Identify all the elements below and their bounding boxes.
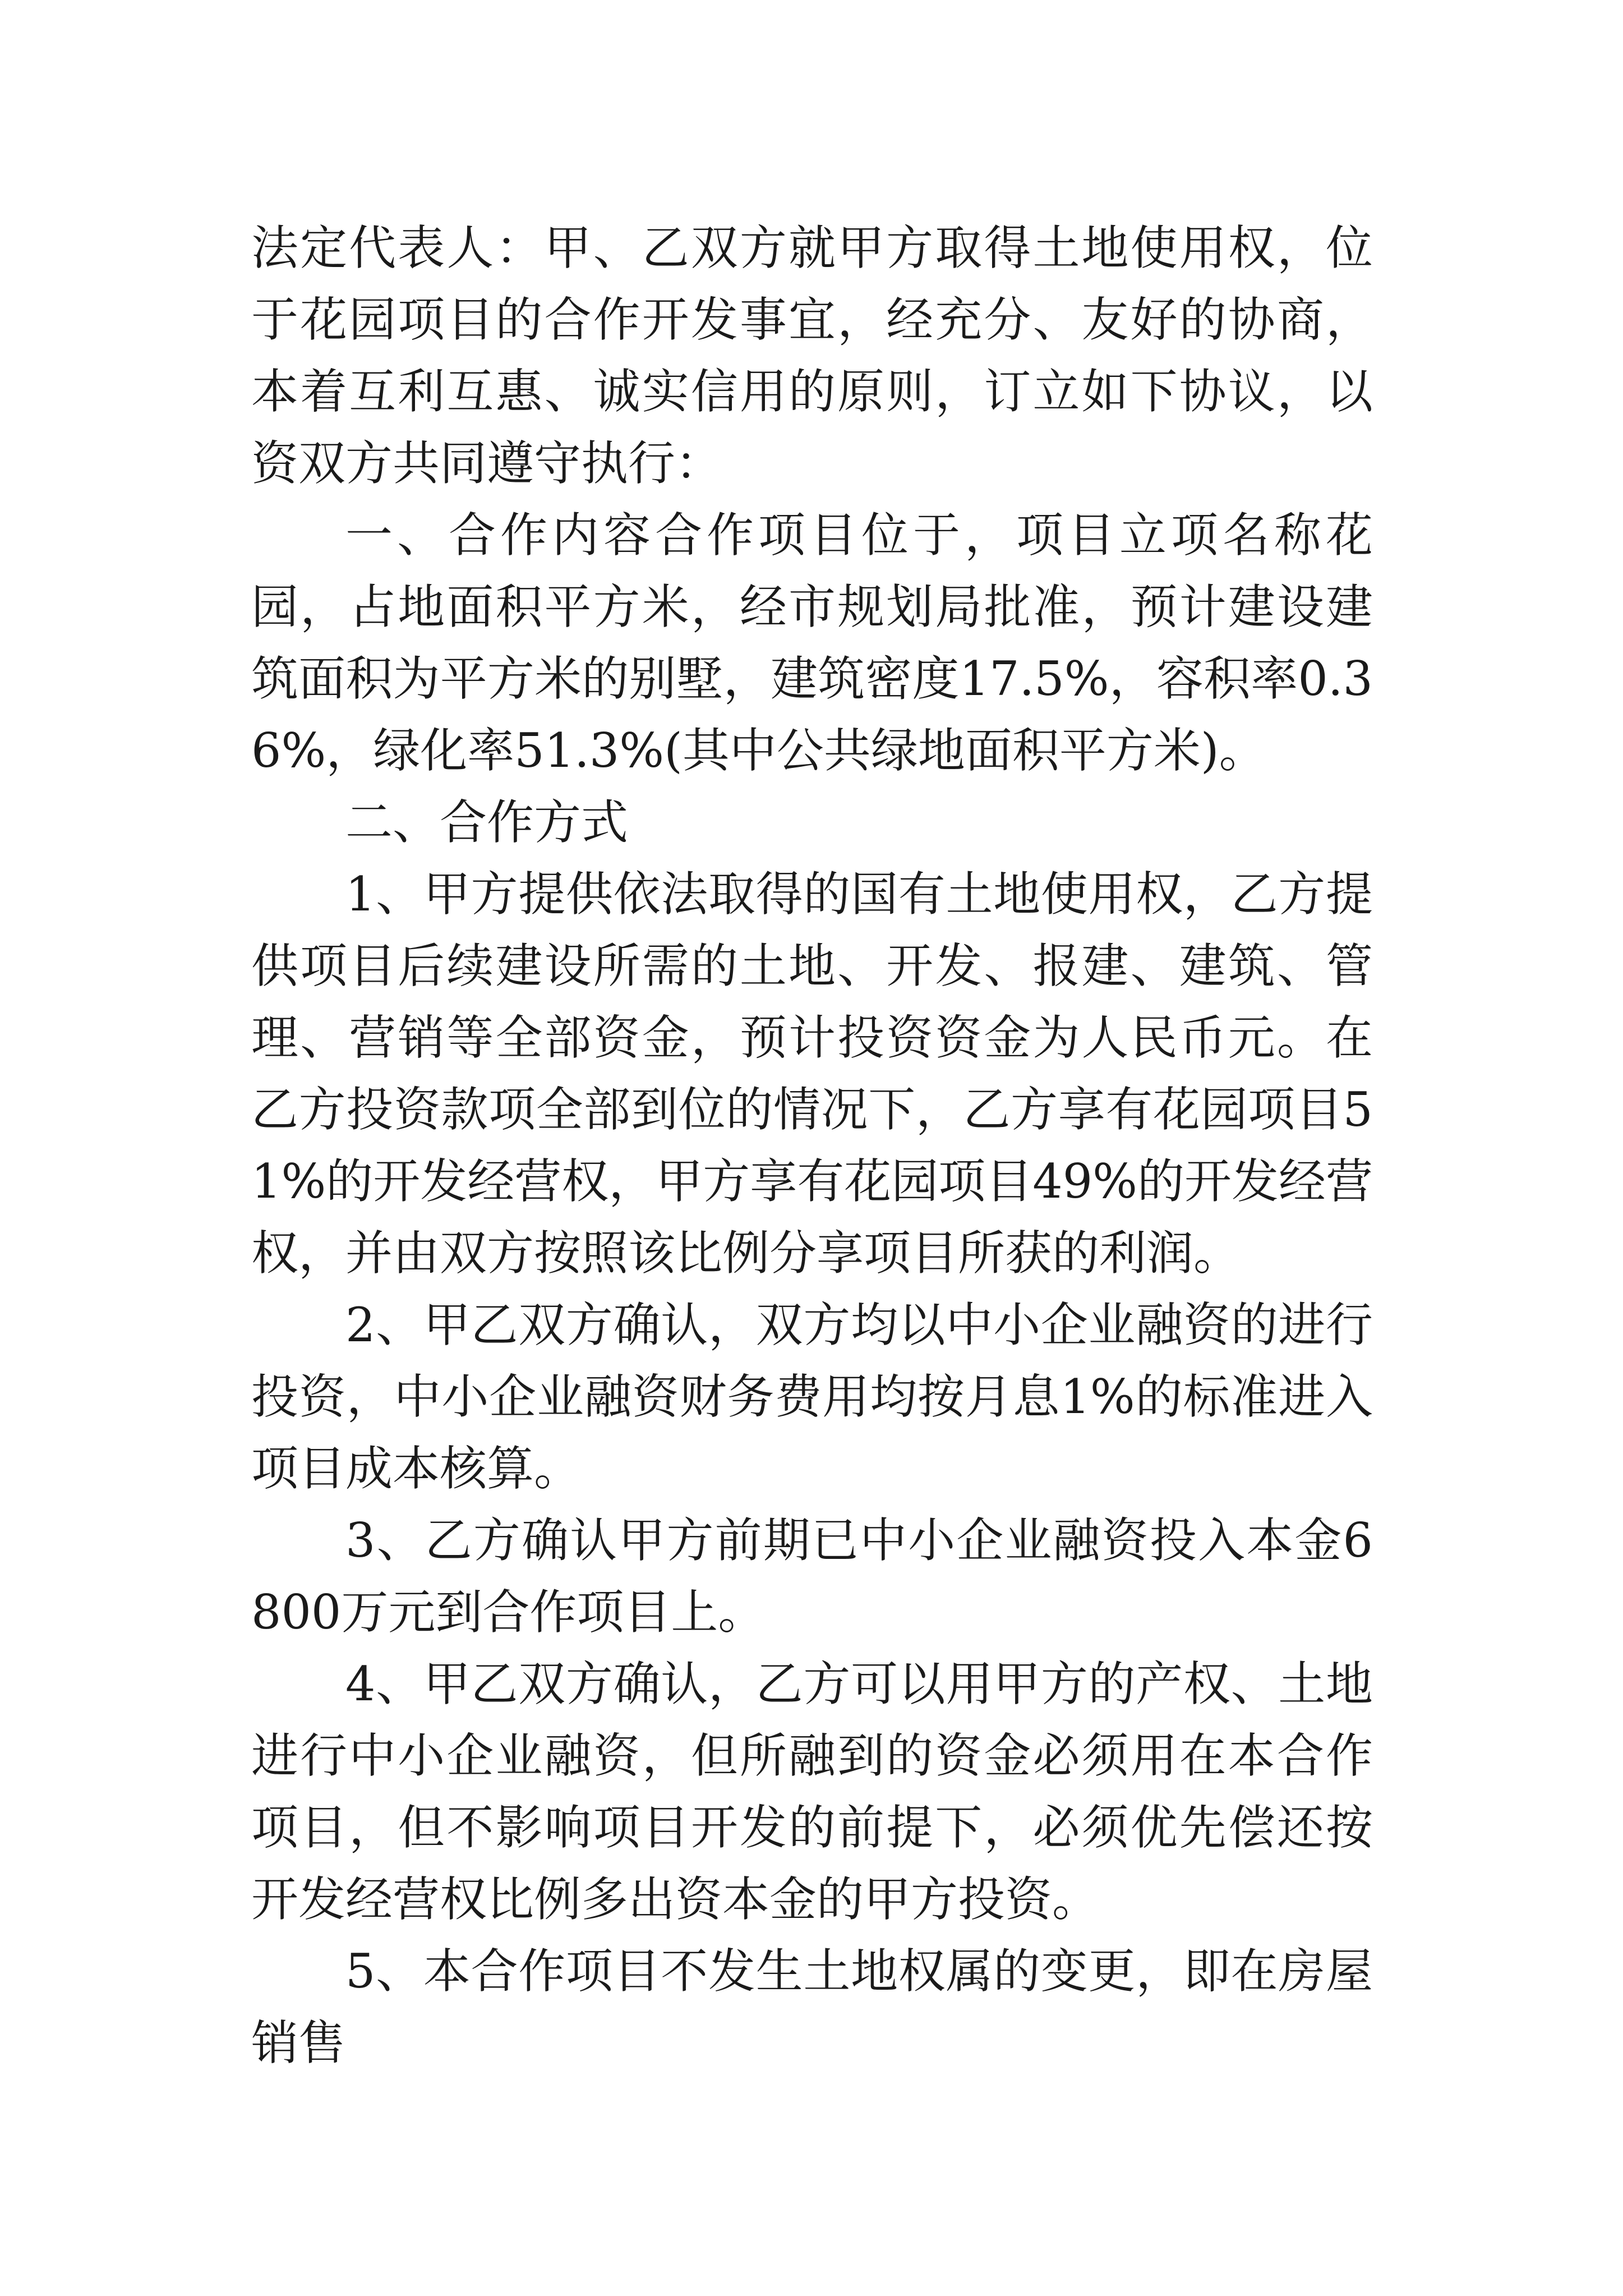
- paragraph-clause-1: 1、甲方提供依法取得的国有土地使用权，乙方提供项目后续建设所需的土地、开发、报建、建筑、管理、营销等全部资金，预计投资资金为人民币元。在乙方投资款项全部到位的情况下，乙方享有花园项目51%的开发经营权，甲方享有花园项目49%的开发经营权，并由双方按照该比例分享项目所获的利润。: [251, 867, 1373, 1281]
- paragraph-clause-5: 5、本合作项目不发生土地权属的变更，即在房屋销售: [251, 1944, 1373, 2070]
- paragraph-clause-4: 4、甲乙双方确认，乙方可以用甲方的产权、土地进行中小企业融资，但所融到的资金必须用在本合作项目，但不影响项目开发的前提下，必须优先偿还按开发经营权比例多出资本金的甲方投资。: [251, 1657, 1373, 1927]
- paragraph-clause-2: 2、甲乙双方确认，双方均以中小企业融资的进行投资，中小企业融资财务费用均按月息1%的标准进入项目成本核算。: [251, 1297, 1373, 1496]
- paragraph-clause-3: 3、乙方确认甲方前期已中小企业融资投入本金6800万元到合作项目上。: [251, 1513, 1373, 1640]
- section-heading-cooperation-method: 二、合作方式: [345, 795, 629, 850]
- document-page: [251, 212, 1373, 2079]
- paragraph-preamble: 法定代表人：甲、乙双方就甲方取得土地使用权，位于花园项目的合作开发事宜，经充分、友好的协商，本着互利互惠、诚实信用的原则，订立如下协议，以资双方共同遵守执行：: [251, 220, 1373, 491]
- paragraph-cooperation-content: 一、合作内容合作项目位于，项目立项名称花园，占地面积平方米，经市规划局批准，预计建设建筑面积为平方米的别墅，建筑密度17.5%，容积率0.36%，绿化率51.3%(其中公共绿地面积平方米)。: [251, 508, 1373, 778]
